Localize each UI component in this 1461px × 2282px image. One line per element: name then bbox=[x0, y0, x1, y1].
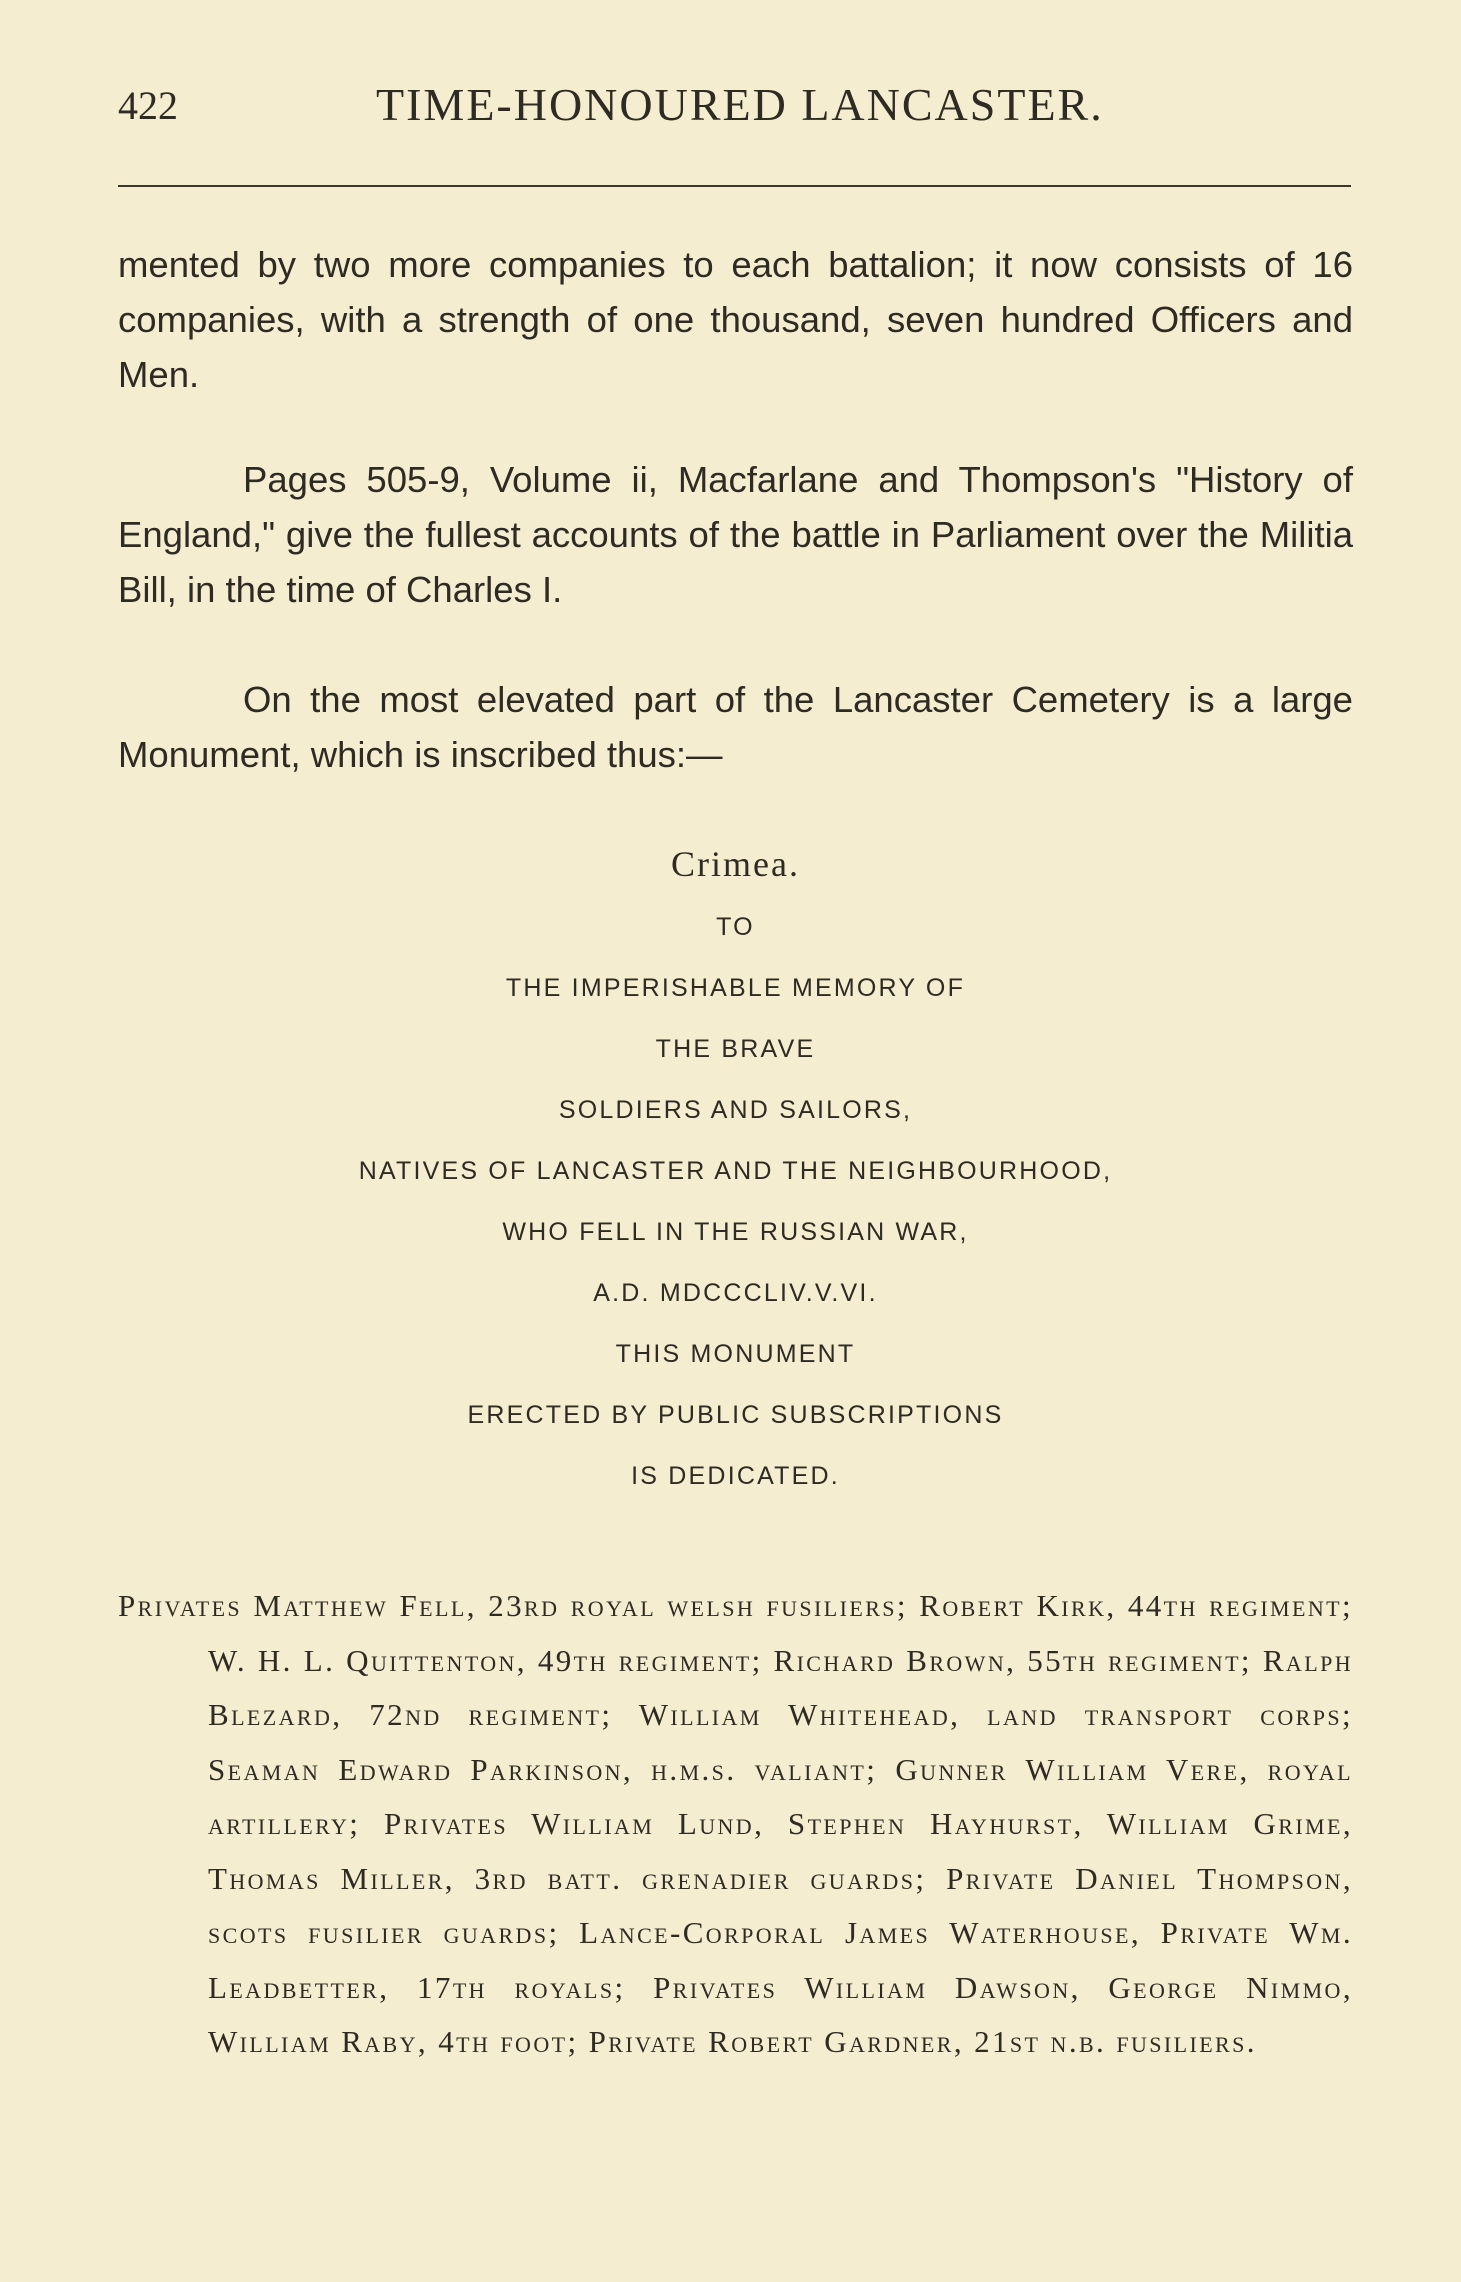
page-number: 422 bbox=[118, 83, 178, 128]
paragraph-continuation: mented by two more companies to each battalion; it now consists of 16 companies, with a strength of one thousand, seven hundred Officers and Men. bbox=[118, 244, 1353, 395]
inscription-line: WHO FELL IN THE RUSSIAN WAR, bbox=[502, 1218, 969, 1246]
running-title: TIME-HONOURED LANCASTER. bbox=[376, 79, 1104, 130]
page-header bbox=[118, 78, 1353, 148]
inscription-heading: Crimea. bbox=[671, 844, 800, 884]
paragraph-monument-intro: On the most elevated part of the Lancaster Cemetery is a large Monument, which is inscribed thus:— bbox=[118, 679, 1353, 775]
inscription-line: IS DEDICATED. bbox=[631, 1462, 840, 1490]
inscription-line: THE IMPERISHABLE MEMORY OF bbox=[505, 974, 966, 1002]
inscription-line: A.D. MDCCCLIV.V.VI. bbox=[593, 1279, 878, 1307]
paragraph-history-reference: Pages 505-9, Volume ii, Macfarlane and Thompson's "History of England," give the fullest accounts of the battle in Parliament over the Militia Bill, in the time of Charles I. bbox=[118, 459, 1353, 610]
monument-inscription bbox=[118, 837, 1353, 1507]
inscription-line: THE BRAVE bbox=[655, 1035, 816, 1063]
casualty-list: Privates Matthew Fell, 23rd royal welsh fusiliers; Robert Kirk, 44th regiment; W. H. L. Quittenton, 49th regiment; Richard Brown, 55th regiment; Ralph Blezard, 72nd regiment; William Whitehead, land transport corps; Seaman Edward Parkinson, h.m.s. valiant; Gunner William Vere, royal artillery; Privates William Lund, Stephen Hayhurst, William Grime, Thomas Miller, 3rd batt. grenadier guards; Private Daniel Thompson, scots fusilier guards; Lance-Corporal James Waterhouse, Private Wm. Leadbetter, 17th royals; Privates William Dawson, George Nimmo, William Raby, 4th foot; Private Robert Gardner, 21st n.b. fusiliers. bbox=[118, 1588, 1353, 2059]
inscription-line: ERECTED BY PUBLIC SUBSCRIPTIONS bbox=[467, 1401, 1004, 1429]
inscription-line: SOLDIERS AND SAILORS, bbox=[558, 1096, 913, 1124]
inscription-line: TO bbox=[716, 913, 755, 941]
inscription-line: NATIVES OF LANCASTER AND THE NEIGHBOURHOOD, bbox=[358, 1157, 1113, 1185]
inscription-line: THIS MONUMENT bbox=[615, 1340, 856, 1368]
header-rule bbox=[118, 185, 1351, 187]
